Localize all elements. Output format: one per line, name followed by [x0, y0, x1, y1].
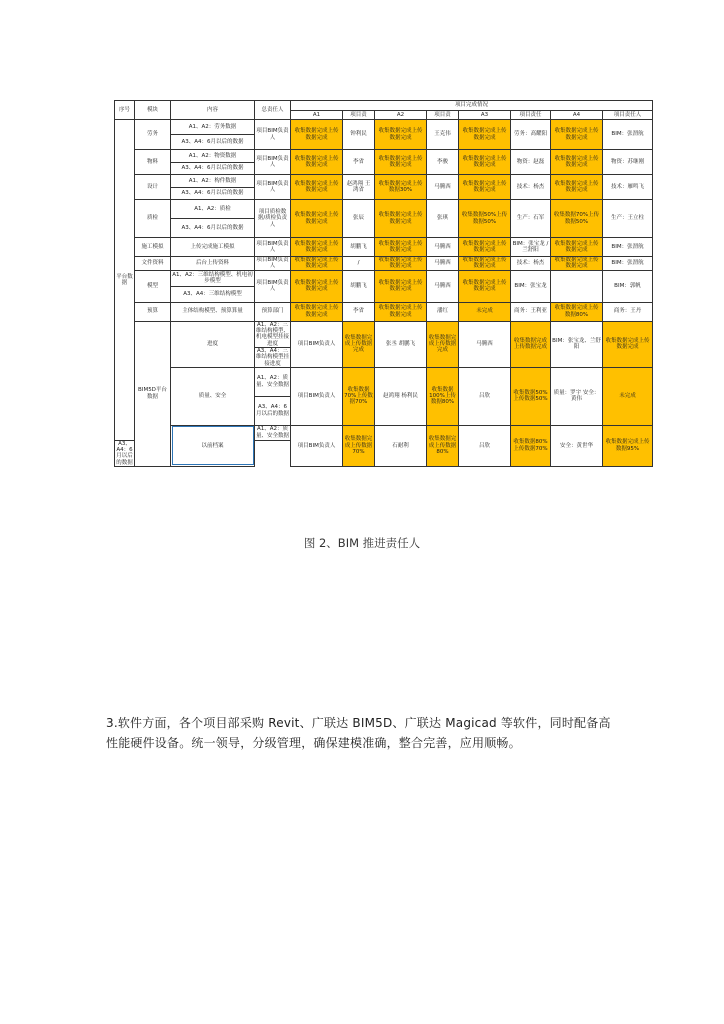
a4-status-cell — [551, 270, 603, 302]
a4-status-cell: 收集数据完成上传数据95% — [603, 425, 653, 466]
subheader-cell: 项目责 — [427, 111, 459, 120]
a1-status-cell: 收集数据完成上传数据完成 — [291, 200, 343, 238]
a3-status-cell: 收集数据完成上传数据完成 — [459, 120, 511, 150]
a1-status-cell: 收集数据完成上传数据完成 — [291, 238, 343, 257]
owner-cell: 项目BIM负责人 — [291, 425, 343, 466]
body-paragraph: 3.软件方面，各个项目部采购 Revit、广联达 BIM5D、广联达 Magicad 等软件，同时配备高性能硬件设备。统一领导，分级管理，确保建模准确，整合完善，应用顺畅。 — [106, 716, 611, 750]
a4-person-cell: 生产：王立柱 — [603, 200, 653, 238]
a4-person-cell: BIM：张渭航 — [603, 120, 653, 150]
bim-responsibility-table — [114, 100, 653, 467]
a2-status-cell: 收集数据完成上传数据80% — [427, 425, 459, 466]
a4-person-cell: BIM：郭帆 — [603, 270, 653, 302]
table-row — [115, 200, 653, 219]
a1-status-cell: 收集数据完成上传数据完成 — [291, 257, 343, 271]
a2-status-cell: 收集数据完成上传数据完成 — [375, 150, 427, 175]
a4-status-cell: 收集数据完成上传数据完成 — [551, 120, 603, 150]
table-body — [115, 101, 653, 467]
owner-cell: 项目BIM负责人 — [291, 321, 343, 367]
header-module: 模块 — [135, 101, 171, 120]
a2-status-cell: 收集数据完成上传数据完成 — [375, 238, 427, 257]
a1-person-cell: 张丞 胡鹏飞 — [375, 321, 427, 367]
a2-status-cell: 收集数据完成上传数据完成 — [375, 120, 427, 150]
table-row — [115, 302, 653, 321]
a3-status-cell: 收集数据50%上传数据50% — [459, 200, 511, 238]
a3-person-cell: 安全：黄世华 — [551, 425, 603, 466]
a2-person-cell: 马腾西 — [427, 270, 459, 302]
a1-person-cell: 石耐利 — [375, 425, 427, 466]
a3-person-cell: 技术：杨杰 — [511, 257, 551, 271]
a1-person-cell: 李省 — [343, 302, 375, 321]
content-cell: A1、A2：劳务数据 — [171, 120, 255, 135]
a3-person-cell: BIM：张宝龙、兰舒阳 — [551, 321, 603, 367]
a4-status-cell: 收集数据完成上传数据完成 — [603, 321, 653, 367]
a3-person-cell: 物资：赵磊 — [511, 150, 551, 175]
content-cell: A3、A4：三维结构模型 — [171, 286, 255, 302]
a4-status-cell: 收集数据70%上传数据50% — [551, 200, 603, 238]
content-cell: 上传完成施工模拟 — [171, 238, 255, 257]
a2-person-cell: 马腾西 — [427, 257, 459, 271]
a4-status-cell: 收集数据完成上传数据完成 — [551, 150, 603, 175]
a3-status-cell: 收集数据完成上传数据完成 — [459, 270, 511, 302]
table-row — [115, 120, 653, 135]
group-label-bim5d-platform-data: BIM5D平台数据 — [135, 321, 171, 466]
table-row — [115, 257, 653, 271]
a4-status-cell: 收集数据完成上传数据完成 — [551, 257, 603, 271]
module-cell: 模型 — [135, 270, 171, 302]
content-cell: 后台上传资料 — [171, 257, 255, 271]
content-cell: A3、A4：6月以后的数据 — [171, 163, 255, 175]
a3-person-cell: 劳务：高耀阳 — [511, 120, 551, 150]
a3-person-cell: 技术：杨杰 — [511, 175, 551, 200]
a2-person-cell: 马腾西 — [459, 321, 511, 367]
a2-person-cell: 马腾西 — [427, 175, 459, 200]
module-cell: 以前档案 — [171, 425, 255, 466]
a3-status-cell: 收集数据50%上传数据50% — [511, 367, 551, 425]
a1-person-cell: 张辰 — [343, 200, 375, 238]
content-cell: A1、A2：质量、安全数据 — [256, 426, 290, 439]
subheader-cell: A3 — [459, 111, 511, 120]
table-row — [115, 321, 653, 347]
a2-status-cell: 收集数据完成上传数据30% — [375, 175, 427, 200]
a1-status-cell: 收集数据完成上传数据完成 — [343, 321, 375, 367]
content-cell: A3、A4：6月以后的数据 — [171, 135, 255, 150]
module-cell: 进度 — [171, 321, 255, 367]
a1-person-cell: 李省 — [343, 150, 375, 175]
table-header-row — [115, 101, 653, 111]
header-content: 内容 — [171, 101, 255, 120]
owner-cell: 项目质检数据/质检负责人 — [255, 200, 291, 238]
content-cell: A1、A2：质量、安全数据 — [255, 367, 291, 396]
a1-person-cell: 胡鹏飞 — [343, 270, 375, 302]
a3-status-cell: 收集数据80%上传数据70% — [511, 425, 551, 466]
a1-person-cell: 赵鸿翔 杨利民 — [375, 367, 427, 425]
a2-status-cell: 收集数据100%上传数据80% — [427, 367, 459, 425]
a3-person-cell: 生产：石军 — [511, 200, 551, 238]
a3-person-cell: 质量：罗宇 安全：黄伟 — [551, 367, 603, 425]
table-row — [115, 425, 653, 440]
a1-status-cell: 收集数据完成上传数据完成 — [291, 150, 343, 175]
owner-cell: 预算部门 — [255, 302, 291, 321]
subheader-cell: 项目责 — [343, 111, 375, 120]
a2-person-cell: 李骏 — [427, 150, 459, 175]
owner-cell: 项目BIM负责人 — [255, 175, 291, 200]
a1-status-cell: 收集数据完成上传数据完成 — [291, 120, 343, 150]
a1-person-cell: / — [343, 257, 375, 271]
header-seq: 序号 — [115, 101, 135, 120]
owner-cell: 项目BIM负责人 — [255, 270, 291, 302]
content-cell: A3、A4：6月以后的数据 — [171, 219, 255, 238]
a4-person-cell: 物资：苏继刚 — [603, 150, 653, 175]
content-cell: A3、A4：6月以后的数据 — [171, 188, 255, 200]
header-overall-owner: 总责任人 — [255, 101, 291, 120]
content-cell: A1、A2：物资数据 — [171, 150, 255, 163]
a1-status-cell: 收集数据70%上传数据70% — [343, 367, 375, 425]
a4-person-cell: 技术：雁鸣飞 — [603, 175, 653, 200]
content-cell: A3、A4：6月以后的数据 — [116, 440, 133, 466]
a2-person-cell: 吕欣 — [459, 425, 511, 466]
a2-person-cell: 马腾西 — [427, 238, 459, 257]
a1-status-cell: 收集数据完成上传数据70% — [343, 425, 375, 466]
owner-cell: 项目BIM负责人 — [255, 120, 291, 150]
a1-status-cell: 收集数据完成上传数据完成 — [291, 302, 343, 321]
table-row — [115, 238, 653, 257]
owner-cell: 项目BIM负责人 — [255, 150, 291, 175]
module-cell: 文件资料 — [135, 257, 171, 271]
subheader-cell: A1 — [291, 111, 343, 120]
subheader-cell: A2 — [375, 111, 427, 120]
a3-person-cell: BIM：张宝龙 — [511, 270, 551, 302]
content-cell: A1、A2：质检 — [171, 200, 255, 219]
a3-status-cell: 收集数据完成上传数据完成 — [459, 238, 511, 257]
subheader-cell: 项目责任 — [511, 111, 551, 120]
table-row — [115, 175, 653, 188]
a4-status-cell: 收集数据完成上传数据完成 — [551, 238, 603, 257]
a2-person-cell: 吕欣 — [459, 367, 511, 425]
a3-person-cell: 商务：王利亚 — [511, 302, 551, 321]
content-cell: A1、A2：构件数据 — [171, 175, 255, 188]
a2-status-cell: 收集数据完成上传数据完成 — [375, 257, 427, 271]
a2-status-cell: 收集数据完成上传数据完成 — [427, 321, 459, 367]
owner-cell: 项目BIM负责人 — [256, 257, 289, 270]
subheader-cell: 项目责任人 — [603, 111, 653, 120]
module-cell: 质量、安全 — [171, 367, 255, 425]
a1-status-cell: 收集数据完成上传数据完成 — [291, 175, 343, 200]
a2-status-cell: 收集数据完成上传数据完成 — [375, 270, 427, 302]
a1-status-cell: 收集数据完成上传数据完成 — [291, 270, 343, 302]
a3-status-cell: 未完成 — [459, 302, 511, 321]
content-cell: A1、A2：三维结构模型、机电模型挂接进度 — [256, 321, 290, 347]
table-row — [115, 270, 653, 286]
a4-status-cell: 收集数据完成上传数据80% — [551, 302, 603, 321]
module-cell: 劳务 — [135, 120, 171, 150]
a1-person-cell: 赵鸿翔 王鸿省 — [343, 175, 375, 200]
module-cell: 物料 — [135, 150, 171, 175]
a3-person-cell: BIM：张宝龙 / 兰舒阳 — [511, 238, 551, 257]
header-progress: 项目完成情况 — [291, 101, 653, 111]
content-cell: A1、A2：三维结构模型、机电初步模型 — [172, 271, 253, 285]
a2-status-cell: 收集数据完成上传数据完成 — [375, 200, 427, 238]
module-cell: 施工模拟 — [135, 238, 171, 257]
a4-person-cell: BIM：张渭航 — [603, 257, 653, 271]
a2-person-cell: 王克伟 — [427, 120, 459, 150]
a3-status-cell: 收集数据完成上传数据完成 — [459, 175, 511, 200]
a1-person-cell: 钟利民 — [343, 120, 375, 150]
owner-cell: 项目BIM负责人 — [255, 238, 291, 257]
a1-person-cell: 胡鹏飞 — [343, 238, 375, 257]
table-row — [115, 150, 653, 163]
a4-person-cell: BIM：张渭航 — [603, 238, 653, 257]
a2-person-cell: 张琪 — [427, 200, 459, 238]
content-cell: A3、A4：三维结构模型挂接进度 — [256, 347, 290, 367]
group-label-platform-data: 平台数据 — [115, 120, 135, 441]
content-cell: 主体结构模型、预算算量 — [171, 302, 255, 321]
a3-status-cell: 收集数据完成上传数据完成 — [459, 150, 511, 175]
a3-status-cell: 收集数据完成上传数据完成 — [459, 257, 511, 271]
module-cell: 设计 — [135, 175, 171, 200]
module-cell: 质检 — [135, 200, 171, 238]
responsibility-table-figure — [114, 100, 652, 466]
a2-person-cell: 潘红 — [427, 302, 459, 321]
subheader-cell: A4 — [551, 111, 603, 120]
a4-status-cell: 收集数据完成上传数据完成 — [551, 175, 603, 200]
figure-caption: 图 2、BIM 推进责任人 — [303, 536, 421, 550]
a3-status-cell: 收集数据完成上传数据完成 — [511, 321, 551, 367]
a4-status-cell: 未完成 — [603, 367, 653, 425]
owner-cell: 项目BIM负责人 — [291, 367, 343, 425]
content-cell: A3、A4：6月以后的数据 — [255, 396, 291, 425]
a2-status-cell: 收集数据完成上传数据完成 — [375, 302, 427, 321]
table-row — [115, 367, 653, 396]
a4-person-cell: 商务：王丹 — [603, 302, 653, 321]
module-cell: 预算 — [135, 302, 171, 321]
